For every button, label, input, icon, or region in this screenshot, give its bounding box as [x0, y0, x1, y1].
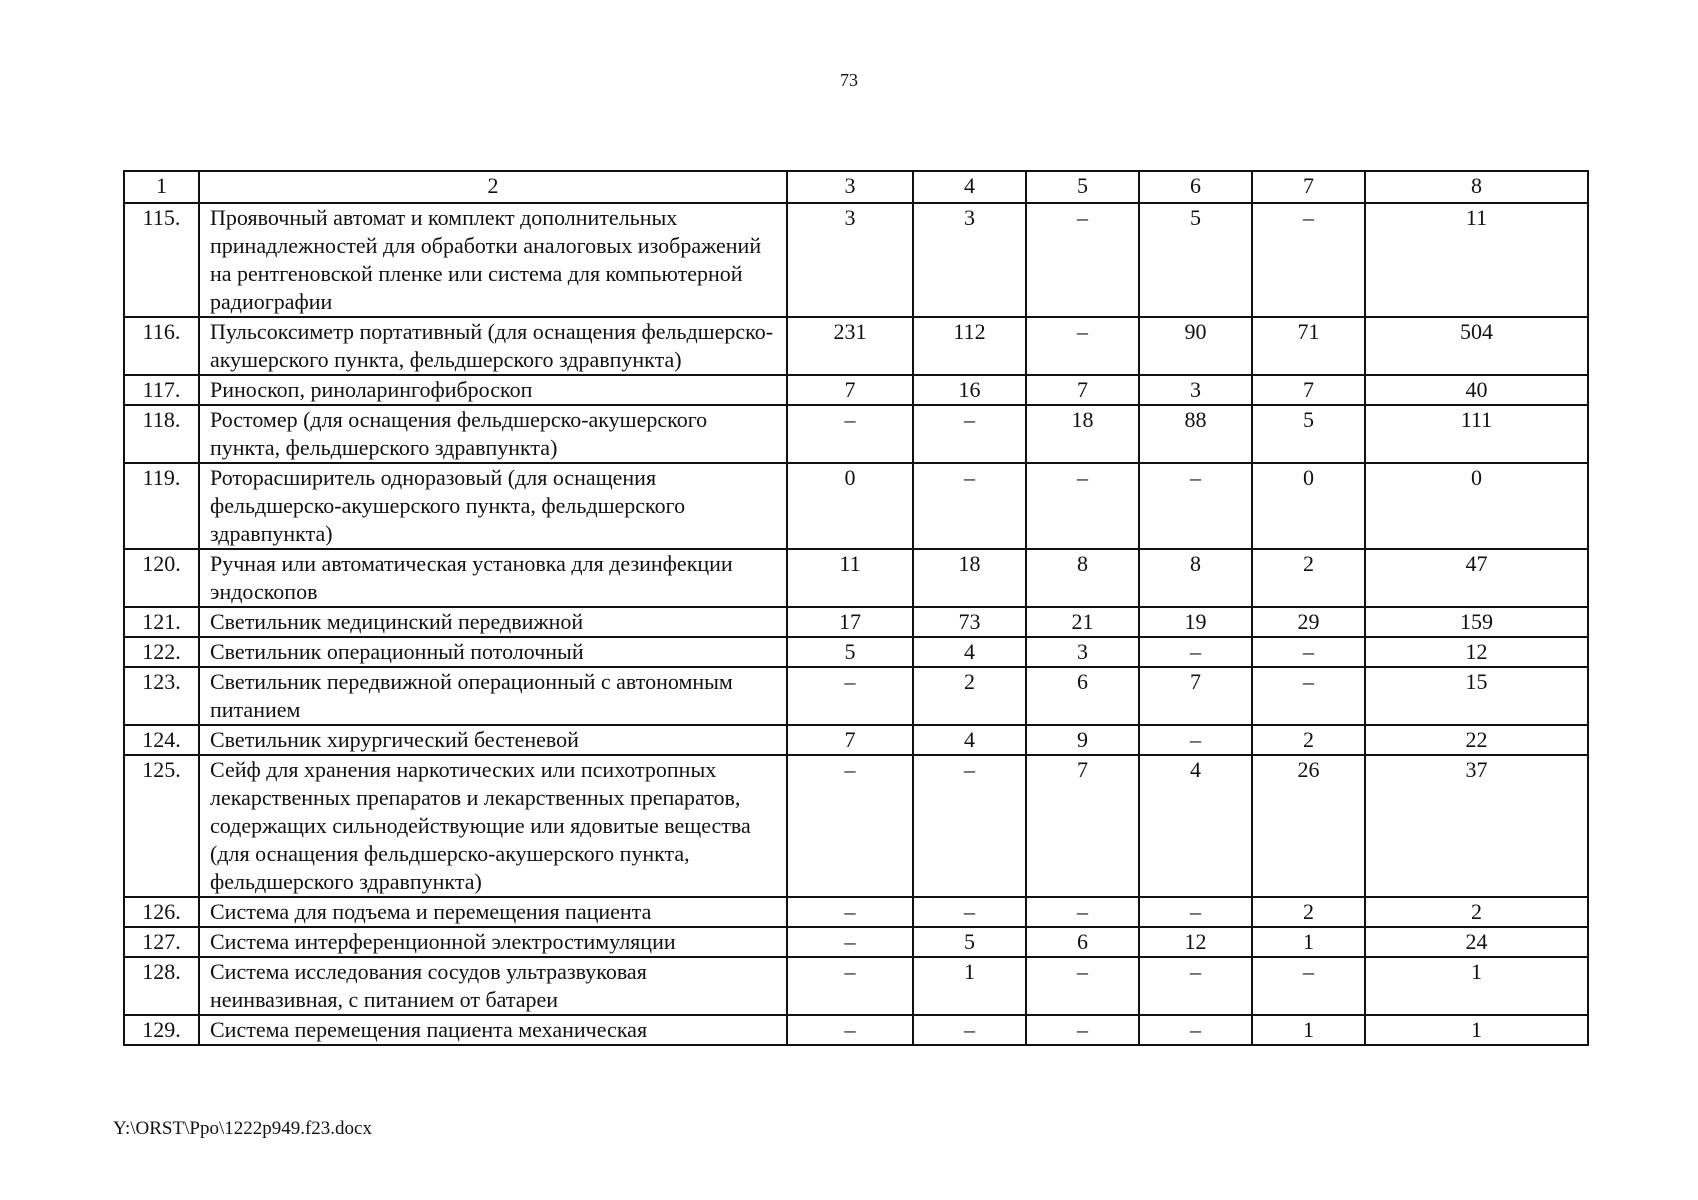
table-row	[124, 927, 1588, 957]
table-row	[124, 375, 1588, 405]
equipment-name-cell: Пульсоксиметр портативный (для оснащения фельдшерско-акушерского пункта, фельдшерского здравпункта)	[199, 317, 787, 375]
value-cell: 159	[1365, 607, 1588, 637]
value-cell: 15	[1365, 667, 1588, 725]
equipment-name-cell: Проявочный автомат и комплект дополнительных принадлежностей для обработки аналоговых изображений на рентгеновской пленке или система для компьютерной радиографии	[199, 203, 787, 317]
value-cell: –	[1026, 203, 1139, 317]
value-cell: 2	[1252, 549, 1365, 607]
header-cell: 8	[1365, 171, 1588, 203]
equipment-name-cell: Светильник хирургический бестеневой	[199, 725, 787, 755]
value-cell: 37	[1365, 755, 1588, 897]
value-cell: –	[1026, 957, 1139, 1015]
value-cell: 7	[1026, 375, 1139, 405]
header-cell: 5	[1026, 171, 1139, 203]
row-number-cell: 123.	[124, 667, 199, 725]
equipment-name-cell: Система перемещения пациента механическая	[199, 1015, 787, 1045]
value-cell: 7	[787, 375, 913, 405]
value-cell: 1	[913, 957, 1026, 1015]
value-cell: –	[1139, 637, 1252, 667]
value-cell: –	[787, 957, 913, 1015]
row-number-cell: 124.	[124, 725, 199, 755]
value-cell: 1	[1252, 927, 1365, 957]
value-cell: 8	[1026, 549, 1139, 607]
row-number-cell: 119.	[124, 463, 199, 549]
value-cell: 88	[1139, 405, 1252, 463]
value-cell: –	[1139, 1015, 1252, 1045]
header-cell: 1	[124, 171, 199, 203]
value-cell: 90	[1139, 317, 1252, 375]
row-number-cell: 126.	[124, 897, 199, 927]
page-number: 73	[840, 70, 858, 90]
value-cell: 111	[1365, 405, 1588, 463]
value-cell: –	[1252, 637, 1365, 667]
value-cell: 9	[1026, 725, 1139, 755]
equipment-name-cell: Ручная или автоматическая установка для дезинфекции эндоскопов	[199, 549, 787, 607]
value-cell: 5	[913, 927, 1026, 957]
footer-file-path: Y:\ORST\Ppo\1222p949.f23.docx	[113, 1118, 372, 1139]
value-cell: –	[1026, 1015, 1139, 1045]
row-number-cell: 115.	[124, 203, 199, 317]
table-row	[124, 405, 1588, 463]
table-row	[124, 203, 1588, 317]
value-cell: 1	[1365, 1015, 1588, 1045]
value-cell: –	[787, 1015, 913, 1045]
value-cell: 7	[787, 725, 913, 755]
value-cell: –	[1252, 667, 1365, 725]
table-row	[124, 317, 1588, 375]
table-row	[124, 755, 1588, 897]
equipment-name-cell: Система исследования сосудов ультразвуковая неинвазивная, с питанием от батареи	[199, 957, 787, 1015]
value-cell: –	[1026, 317, 1139, 375]
value-cell: 2	[1252, 897, 1365, 927]
value-cell: 504	[1365, 317, 1588, 375]
equipment-name-cell: Сейф для хранения наркотических или психотропных лекарственных препаратов и лекарственных препаратов, содержащих сильнодействующие или ядовитые вещества (для оснащения фельдшерско-акушерского пункта, фельдшерского здравпункта)	[199, 755, 787, 897]
value-cell: 0	[1252, 463, 1365, 549]
value-cell: –	[787, 897, 913, 927]
row-number-cell: 116.	[124, 317, 199, 375]
value-cell: 1	[1365, 957, 1588, 1015]
value-cell: –	[913, 897, 1026, 927]
value-cell: 11	[787, 549, 913, 607]
row-number-cell: 121.	[124, 607, 199, 637]
value-cell: 22	[1365, 725, 1588, 755]
value-cell: –	[1139, 897, 1252, 927]
equipment-table	[123, 170, 1589, 1046]
equipment-name-cell: Светильник передвижной операционный с автономным питанием	[199, 667, 787, 725]
value-cell: 1	[1252, 1015, 1365, 1045]
value-cell: –	[1139, 463, 1252, 549]
equipment-name-cell: Светильник операционный потолочный	[199, 637, 787, 667]
value-cell: 5	[1252, 405, 1365, 463]
header-cell: 6	[1139, 171, 1252, 203]
equipment-name-cell: Ростомер (для оснащения фельдшерско-акушерского пункта, фельдшерского здравпункта)	[199, 405, 787, 463]
row-number-cell: 120.	[124, 549, 199, 607]
value-cell: 21	[1026, 607, 1139, 637]
value-cell: 19	[1139, 607, 1252, 637]
value-cell: –	[1252, 957, 1365, 1015]
value-cell: –	[1139, 957, 1252, 1015]
header-cell: 4	[913, 171, 1026, 203]
value-cell: –	[787, 667, 913, 725]
value-cell: 40	[1365, 375, 1588, 405]
value-cell: 18	[913, 549, 1026, 607]
value-cell: –	[913, 405, 1026, 463]
value-cell: 2	[913, 667, 1026, 725]
value-cell: 24	[1365, 927, 1588, 957]
value-cell: –	[913, 755, 1026, 897]
equipment-name-cell: Система интерференционной электростимуляции	[199, 927, 787, 957]
table-row	[124, 463, 1588, 549]
table-row	[124, 667, 1588, 725]
value-cell: 6	[1026, 927, 1139, 957]
value-cell: 16	[913, 375, 1026, 405]
value-cell: 29	[1252, 607, 1365, 637]
value-cell: 7	[1139, 667, 1252, 725]
table-row	[124, 957, 1588, 1015]
value-cell: 0	[787, 463, 913, 549]
row-number-cell: 127.	[124, 927, 199, 957]
value-cell: 2	[1365, 897, 1588, 927]
equipment-name-cell: Роторасширитель одноразовый (для оснащения фельдшерско-акушерского пункта, фельдшерского здравпункта)	[199, 463, 787, 549]
row-number-cell: 117.	[124, 375, 199, 405]
value-cell: –	[787, 405, 913, 463]
equipment-name-cell: Система для подъема и перемещения пациента	[199, 897, 787, 927]
value-cell: 47	[1365, 549, 1588, 607]
value-cell: 11	[1365, 203, 1588, 317]
value-cell: 8	[1139, 549, 1252, 607]
value-cell: 5	[787, 637, 913, 667]
value-cell: 7	[1252, 375, 1365, 405]
value-cell: –	[1139, 725, 1252, 755]
row-number-cell: 125.	[124, 755, 199, 897]
value-cell: 73	[913, 607, 1026, 637]
equipment-name-cell: Риноскоп, риноларингофиброскоп	[199, 375, 787, 405]
header-cell: 2	[199, 171, 787, 203]
value-cell: 3	[1026, 637, 1139, 667]
table-row	[124, 897, 1588, 927]
value-cell: –	[787, 927, 913, 957]
equipment-name-cell: Светильник медицинский передвижной	[199, 607, 787, 637]
value-cell: –	[1026, 463, 1139, 549]
table-row	[124, 1015, 1588, 1045]
value-cell: 4	[1139, 755, 1252, 897]
value-cell: 18	[1026, 405, 1139, 463]
value-cell: 231	[787, 317, 913, 375]
value-cell: 0	[1365, 463, 1588, 549]
value-cell: 71	[1252, 317, 1365, 375]
value-cell: 26	[1252, 755, 1365, 897]
value-cell: 3	[913, 203, 1026, 317]
table-row	[124, 607, 1588, 637]
value-cell: 6	[1026, 667, 1139, 725]
table-row	[124, 637, 1588, 667]
value-cell: 12	[1139, 927, 1252, 957]
value-cell: 5	[1139, 203, 1252, 317]
value-cell: –	[787, 755, 913, 897]
row-number-cell: 118.	[124, 405, 199, 463]
value-cell: –	[913, 1015, 1026, 1045]
header-cell: 7	[1252, 171, 1365, 203]
value-cell: 12	[1365, 637, 1588, 667]
row-number-cell: 122.	[124, 637, 199, 667]
value-cell: 17	[787, 607, 913, 637]
table-header-row	[124, 171, 1588, 203]
value-cell: –	[1252, 203, 1365, 317]
value-cell: 2	[1252, 725, 1365, 755]
row-number-cell: 128.	[124, 957, 199, 1015]
value-cell: 3	[1139, 375, 1252, 405]
value-cell: 7	[1026, 755, 1139, 897]
row-number-cell: 129.	[124, 1015, 199, 1045]
value-cell: –	[1026, 897, 1139, 927]
value-cell: 4	[913, 637, 1026, 667]
value-cell: 3	[787, 203, 913, 317]
table-row	[124, 549, 1588, 607]
header-cell: 3	[787, 171, 913, 203]
value-cell: 4	[913, 725, 1026, 755]
value-cell: 112	[913, 317, 1026, 375]
table-row	[124, 725, 1588, 755]
value-cell: –	[913, 463, 1026, 549]
